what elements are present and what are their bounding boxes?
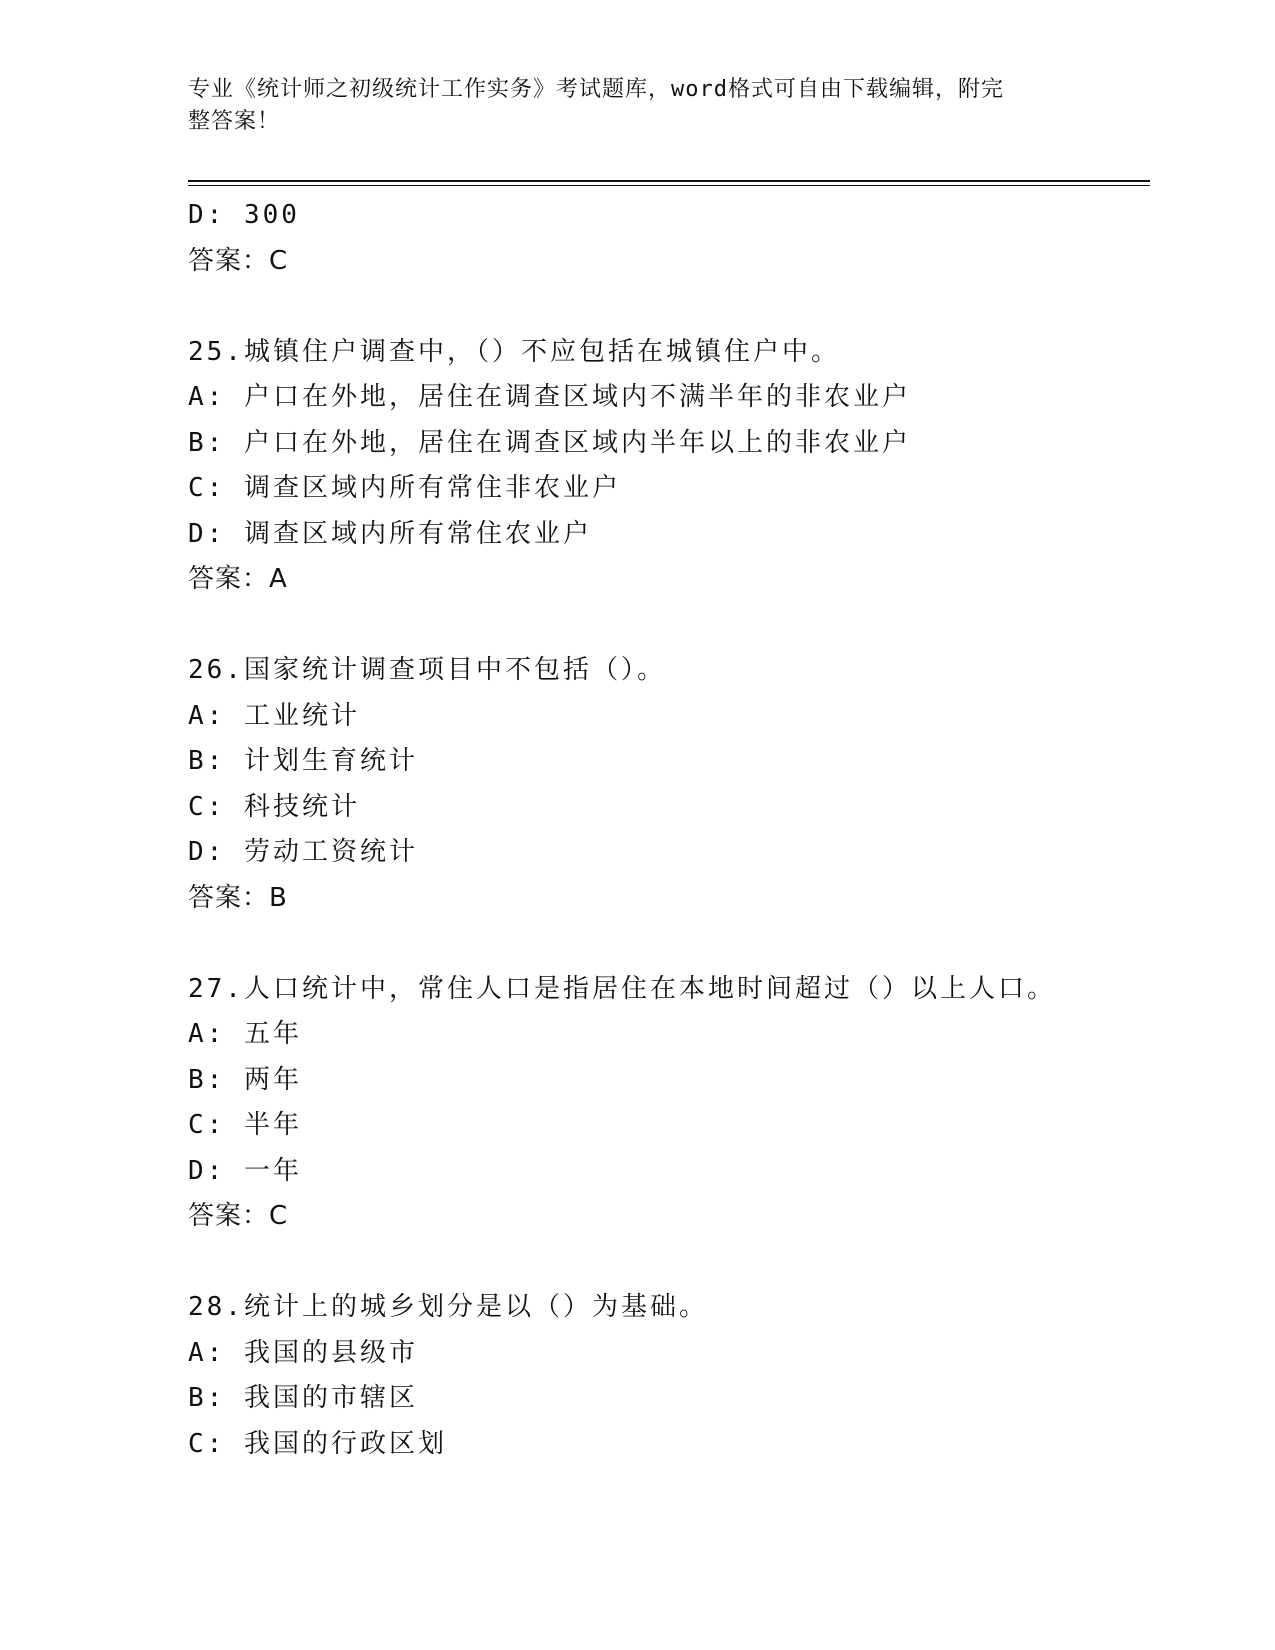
document-header (188, 74, 1068, 138)
spacer (188, 603, 1148, 649)
option-d: D: 一年 (188, 1155, 302, 1186)
header-divider-thin (188, 185, 1150, 186)
option-c: C: 半年 (188, 1110, 302, 1140)
header-line-2: 整答案！ (188, 109, 281, 134)
option-d: D: 300 (188, 200, 300, 230)
question-block-27 (188, 967, 1148, 1240)
header-line-1: 专业《统计师之初级统计工作实务》考试题库，word格式可自由下载编辑，附完 (188, 77, 1004, 102)
question-stem: 25.城镇住户调查中，（）不应包括在城镇住户中。 (188, 336, 840, 367)
question-list (188, 193, 1148, 1467)
header-divider-thick (188, 180, 1150, 182)
option-b: B: 户口在外地，居住在调查区域内半年以上的非农业户 (188, 427, 911, 458)
option-c: C: 调查区域内所有常住非农业户 (188, 473, 621, 503)
spacer (188, 284, 1148, 330)
option-b: B: 计划生育统计 (188, 746, 418, 776)
spacer (188, 921, 1148, 967)
answer-line: 答案：C (188, 245, 289, 276)
question-block-26 (188, 648, 1148, 921)
question-stem: 26.国家统计调查项目中不包括（）。 (188, 655, 666, 685)
option-c: C: 我国的行政区划 (188, 1428, 447, 1459)
option-a: A: 户口在外地，居住在调查区域内不满半年的非农业户 (188, 382, 911, 412)
option-a: A: 五年 (188, 1019, 302, 1049)
question-stem: 28.统计上的城乡划分是以（）为基础。 (188, 1292, 708, 1322)
option-a: A: 我国的县级市 (188, 1337, 418, 1368)
answer-line: 答案：C (188, 1201, 289, 1231)
option-b: B: 两年 (188, 1064, 302, 1095)
option-d: D: 调查区域内所有常住农业户 (188, 518, 592, 549)
answer-line: 答案：B (188, 882, 288, 913)
answer-line: 答案：A (188, 564, 288, 594)
question-block-25 (188, 330, 1148, 603)
option-b: B: 我国的市辖区 (188, 1383, 418, 1413)
option-d: D: 劳动工资统计 (188, 837, 418, 867)
spacer (188, 1240, 1148, 1286)
option-c: C: 科技统计 (188, 791, 360, 822)
option-a: A: 工业统计 (188, 700, 360, 731)
question-block-28 (188, 1285, 1148, 1467)
question-stem: 27.人口统计中，常住人口是指居住在本地时间超过（）以上人口。 (188, 973, 1056, 1004)
